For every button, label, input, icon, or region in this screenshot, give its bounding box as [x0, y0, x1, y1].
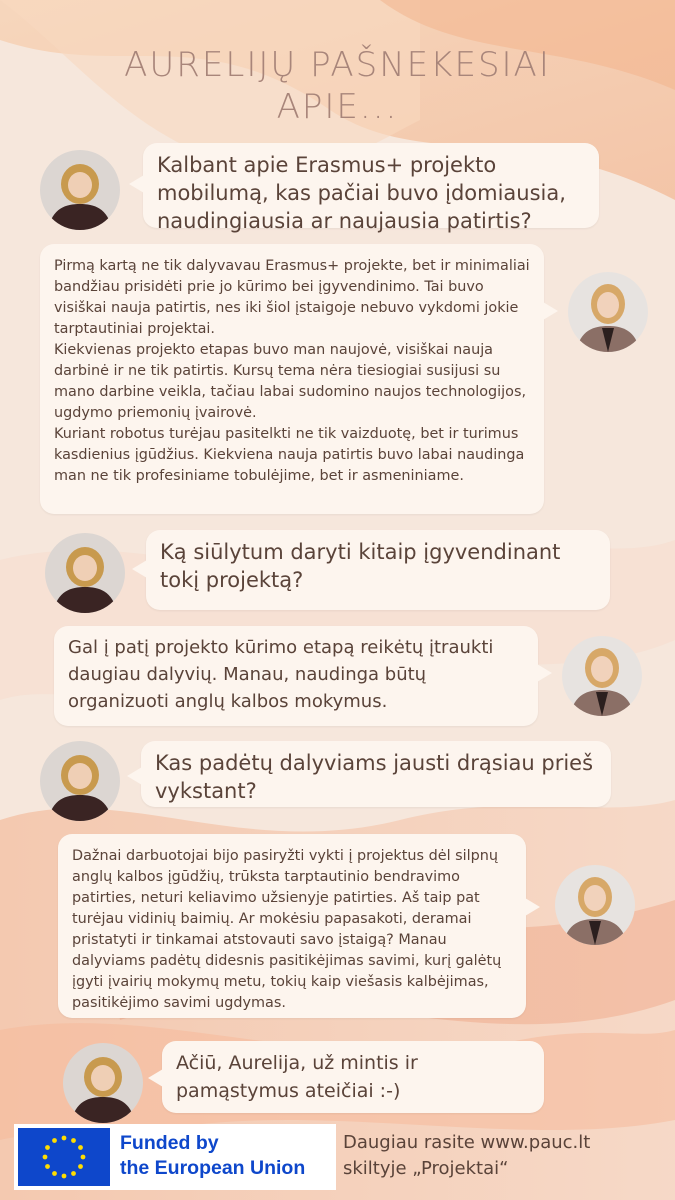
eu-funding-text: [120, 1131, 305, 1181]
funded-line-2: the European Union: [120, 1157, 306, 1179]
question-bubble-1: [143, 143, 599, 233]
question-bubble-2: [146, 530, 610, 610]
eu-funding-logo: [14, 1124, 336, 1190]
question-text-1: Kalbant apie Erasmus+ projekto mobilumą, kas pačiai buvo įdomiausia, naudingiausia ar naujausia patirtis?: [157, 153, 566, 233]
question-bubble-3: [141, 741, 611, 807]
question-text-3: Kas padėtų dalyviams jausti drąsiau prieš vykstant?: [155, 751, 594, 803]
respondent-avatar-icon: [555, 865, 635, 945]
interviewer-avatar-icon: [40, 741, 120, 821]
page-title: [0, 44, 675, 128]
answer-bubble-1: [40, 244, 544, 514]
respondent-avatar-icon: [562, 636, 642, 716]
more-info-line-2: skiltyje „Projektai“: [343, 1158, 509, 1179]
more-info-text: [343, 1130, 590, 1182]
interviewer-avatar-icon: [63, 1043, 143, 1123]
closing-text: Ačiū, Aurelija, už mintis ir pamąstymus ateičiai :-): [176, 1052, 418, 1102]
closing-bubble: [162, 1041, 544, 1113]
interviewer-avatar-icon: [40, 150, 120, 230]
answer-text-3: Dažnai darbuotojai bijo pasiryžti vykti į projektus dėl silpnų anglų kalbos įgūdžių, trūksta tarptautinio bendravimo patirties, neturi keliavimo užsienyje patirties. Aš taip pat turėjau vidinių baimių. Ar mokėsiu papasakoti, deramai pristatyti ir tinkamai atstovauti savo įstaigą? Manau dalyviams padėtų didesnis pasitikėjimas savimi, kurį galėtų įgyti įvairių mokymų metu, tokių kaip viešasis kalbėjimas, pasitikėjimo savimi ugdymas.: [72, 848, 502, 1011]
eu-flag-icon: [18, 1128, 110, 1186]
question-text-2: Ką siūlytum daryti kitaip įgyvendinant tokį projektą?: [160, 540, 561, 592]
page-title-line-1: AURELIJŲ PAŠNEKESIAI: [124, 45, 551, 85]
answer-bubble-2: [54, 626, 538, 726]
answer-bubble-3: [58, 834, 526, 1018]
interviewer-avatar-icon: [45, 533, 125, 613]
more-info-line-1: Daugiau rasite www.pauc.lt: [343, 1132, 591, 1153]
funded-line-1: Funded by: [120, 1132, 219, 1154]
answer-text-1: Pirmą kartą ne tik dalyvavau Erasmus+ projekte, bet ir minimaliai bandžiau prisidėti prie jo kūrimo bei įgyvendinimo. Tai buvo visiškai nauja patirtis, nes iki šiol įstaigoje nebuvo vykdomi jokie tarptautiniai projektai. Kiekvienas projekto etapas buvo man naujovė, visiškai nauja darbinė ir ne tik patirtis. Kursų tema nėra tiesiogiai susijusi su mano darbine veikla, tačiau labai sudomino naujos technologijos, ugdymo priemonių įvairovė. Kuriant robotus turėjau pasitelkti ne tik vaizduotę, bet ir turimus kasdienius įgūdžius. Kiekviena nauja patirtis buvo labai naudinga man ne tik profesiniame tobulėjime, bet ir asmeniniame.: [54, 258, 530, 484]
answer-text-2: Gal į patį projekto kūrimo etapą reikėtų įtraukti daugiau dalyvių. Manau, naudinga būtų organizuoti anglų kalbos mokymus.: [68, 637, 494, 712]
page-title-line-2: APIE...: [276, 87, 399, 127]
respondent-avatar-icon: [568, 272, 648, 352]
